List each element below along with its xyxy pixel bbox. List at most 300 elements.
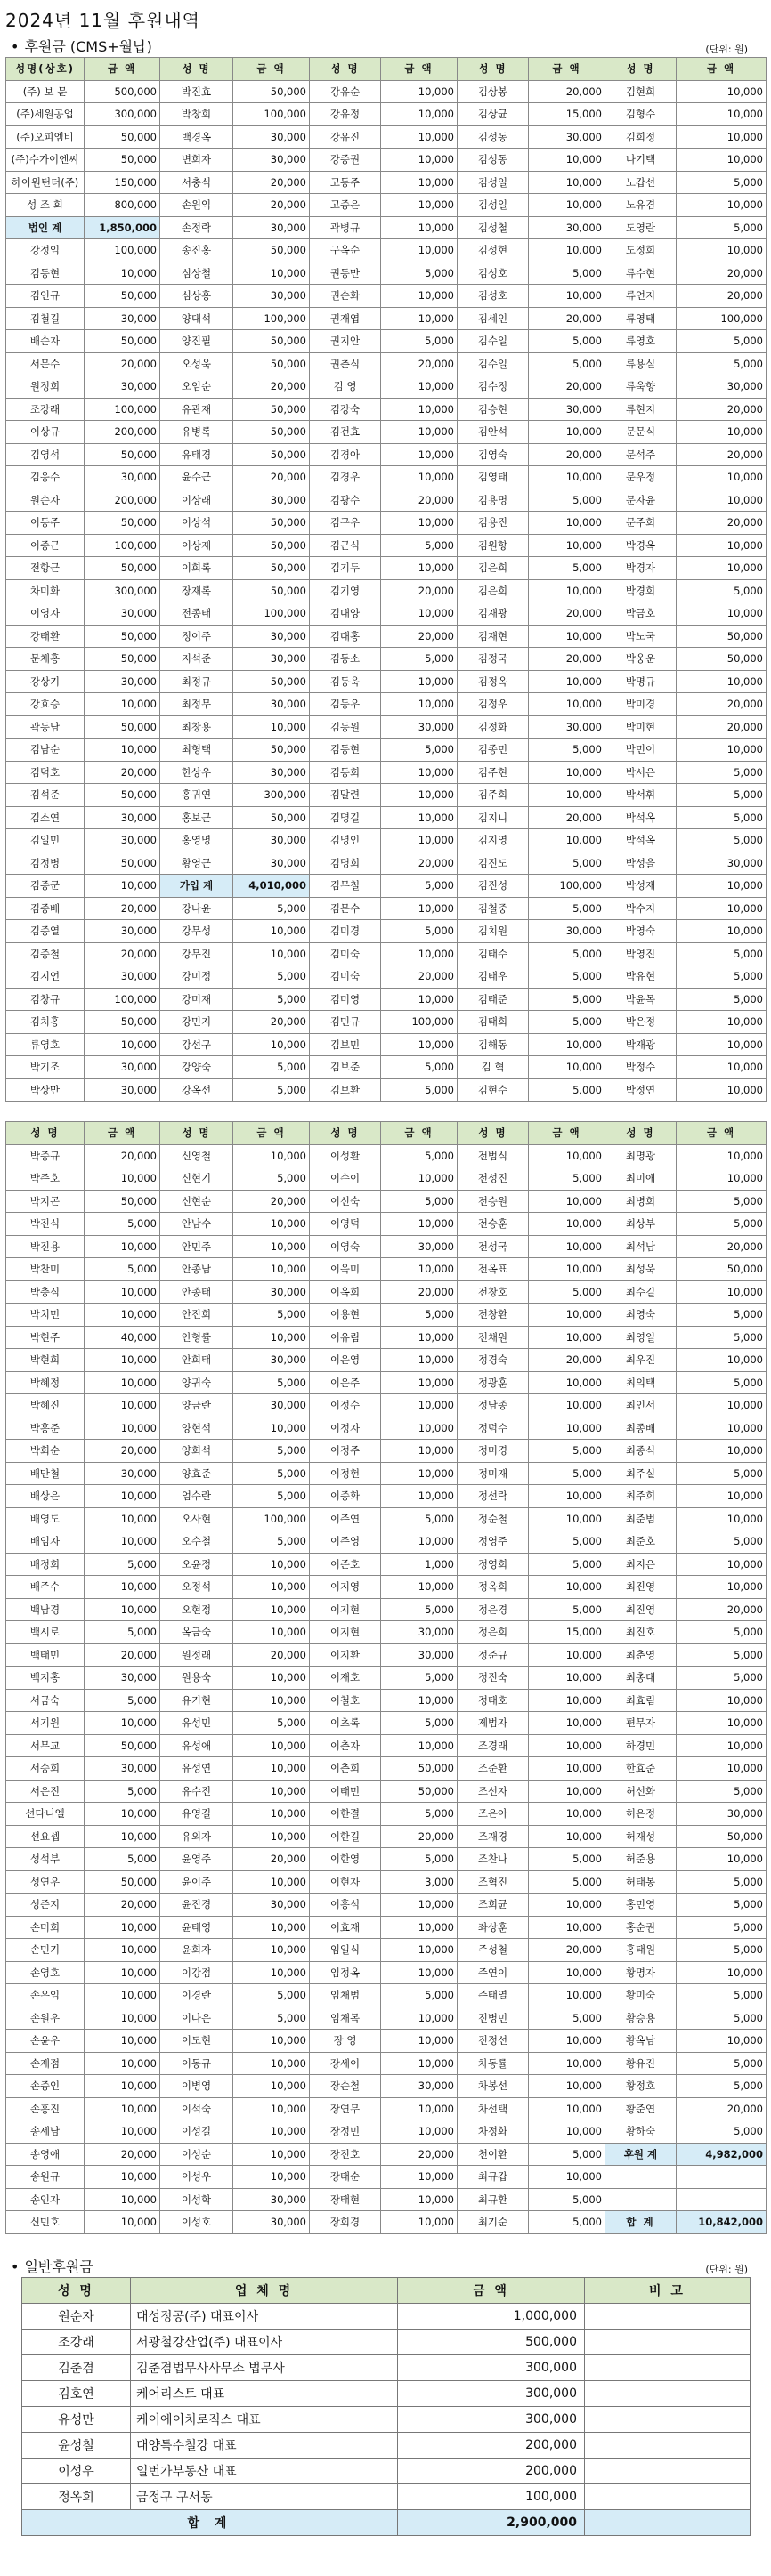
donation-amount: 10,000: [381, 942, 458, 965]
donor-name: 김승현: [458, 398, 529, 421]
donor-name: 김정화: [458, 715, 529, 739]
donor-name: 김상봉: [458, 80, 529, 103]
donation-amount: 10,000: [529, 1190, 605, 1213]
donor-name: 김보민: [310, 1033, 381, 1056]
donor-name: 황미숙: [605, 1984, 677, 2007]
donor-name: 이정현: [310, 1462, 381, 1485]
donor-name: 박석옥: [605, 829, 677, 852]
donation-amount: 30,000: [85, 602, 160, 626]
donor-name: 신민호: [6, 2211, 85, 2234]
donation-amount: 20,000: [677, 2097, 767, 2120]
table-row: [6, 1507, 767, 1530]
donation-amount: 5,000: [529, 897, 605, 920]
donation-amount: 5,000: [233, 1530, 310, 1554]
donor-name: 서충식: [160, 171, 233, 194]
donation-amount: 10,000: [677, 602, 767, 626]
company-name: 대성정공(주) 대표이사: [131, 2303, 398, 2329]
donor-name: 오현정: [160, 1598, 233, 1621]
donation-amount: 10,000: [381, 171, 458, 194]
donation-amount: 20,000: [233, 1848, 310, 1871]
donation-amount: 10,000: [677, 1689, 767, 1712]
table-row: [6, 2052, 767, 2075]
table-row: [22, 2458, 751, 2483]
donation-amount: 20,000: [381, 1825, 458, 1848]
donation-amount: 10,000: [381, 375, 458, 399]
donor-name: 이성학: [160, 2188, 233, 2211]
donor-name: 김성호: [458, 262, 529, 285]
donor-name: 이은영: [310, 1349, 381, 1372]
donation-amount: 5,000: [677, 965, 767, 989]
donation-amount: 30,000: [381, 1235, 458, 1258]
donor-name: 박희순: [6, 1440, 85, 1463]
table-row: [6, 307, 767, 330]
donor-name: 김재광: [458, 602, 529, 626]
donor-name: 강정익: [6, 239, 85, 262]
column-header: 금 액: [233, 58, 310, 81]
donor-name: 류수현: [605, 262, 677, 285]
donation-amount: 50,000: [85, 330, 160, 353]
subtotal-value: 4,010,000: [233, 875, 310, 898]
donation-amount: 10,000: [233, 262, 310, 285]
donation-amount: 10,000: [381, 1961, 458, 1984]
donation-amount: 30,000: [85, 466, 160, 489]
donation-amount: 200,000: [398, 2432, 585, 2458]
donation-amount: 10,000: [85, 2030, 160, 2053]
donor-name: 전종태: [160, 602, 233, 626]
table-row: [6, 875, 767, 898]
donation-amount: 100,000: [233, 1507, 310, 1530]
note: [585, 2354, 751, 2380]
donation-amount: 40,000: [85, 1326, 160, 1349]
donation-amount: 10,000: [233, 1621, 310, 1644]
donation-amount: 10,000: [233, 1939, 310, 1962]
donor-name: 이동규: [160, 2052, 233, 2075]
donor-name: 김창규: [6, 988, 85, 1011]
donor-name: 조강래: [22, 2329, 131, 2354]
donor-name: 이유림: [310, 1326, 381, 1349]
table-row: [22, 2483, 751, 2509]
donation-amount: 10,000: [381, 693, 458, 716]
donation-amount: 10,000: [85, 1349, 160, 1372]
donation-amount: 30,000: [381, 2075, 458, 2098]
donation-amount: 5,000: [677, 1530, 767, 1554]
donor-name: 김영숙: [458, 443, 529, 466]
donor-name: 진병민: [458, 2007, 529, 2030]
donor-name: 고동주: [310, 171, 381, 194]
donor-name: 김무철: [310, 875, 381, 898]
donation-amount: 5,000: [677, 2120, 767, 2144]
donor-name: 강상기: [6, 670, 85, 693]
donor-name: 주연이: [458, 1961, 529, 1984]
donor-name: 김종군: [6, 875, 85, 898]
donor-name: 강종권: [310, 149, 381, 172]
donation-amount: 30,000: [677, 1803, 767, 1826]
donation-amount: 15,000: [529, 103, 605, 126]
donor-name: 이성우: [22, 2458, 131, 2483]
donation-amount: 20,000: [85, 1440, 160, 1463]
donation-amount: 200,000: [398, 2458, 585, 2483]
donation-amount: 20,000: [233, 375, 310, 399]
grand-total-label: 합 계: [605, 2211, 677, 2234]
donation-amount: 10,000: [677, 1507, 767, 1530]
donor-name: 최규갑: [458, 2166, 529, 2189]
donation-amount: 5,000: [381, 262, 458, 285]
donation-amount: 10,000: [381, 2188, 458, 2211]
table-row: [22, 2354, 751, 2380]
donation-amount: 50,000: [233, 330, 310, 353]
company-name: 대양특수철강 대표: [131, 2432, 398, 2458]
donation-amount: 30,000: [233, 2188, 310, 2211]
donor-name: 최수길: [605, 1280, 677, 1304]
donation-amount: 300,000: [398, 2380, 585, 2406]
column-header: 성명(상호): [6, 58, 85, 81]
donor-name: 김지니: [458, 806, 529, 829]
donor-name: 김미영: [310, 988, 381, 1011]
donor-name: 이지환: [310, 1643, 381, 1667]
donor-name: 강유진: [310, 125, 381, 149]
donation-amount: 300,000: [398, 2354, 585, 2380]
donor-name: 김호연: [22, 2380, 131, 2406]
donation-amount: 10,000: [85, 693, 160, 716]
donor-name: 유성연: [160, 1757, 233, 1781]
table-row: [22, 2303, 751, 2329]
donor-name: 김동원: [310, 715, 381, 739]
donor-name: 최주실: [605, 1462, 677, 1485]
donor-name: 최지은: [605, 1553, 677, 1576]
donation-amount: 5,000: [85, 1848, 160, 1871]
donation-amount: 30,000: [233, 852, 310, 875]
donation-amount: 5,000: [381, 1078, 458, 1102]
table-header-row: [22, 2277, 751, 2303]
column-header: 성 명: [458, 58, 529, 81]
donor-name: 한효준: [605, 1757, 677, 1781]
donation-amount: 50,000: [233, 239, 310, 262]
donor-name: 주성철: [458, 1939, 529, 1962]
donation-amount: 10,000: [85, 739, 160, 762]
donation-amount: 10,000: [85, 1235, 160, 1258]
donor-name: 김은희: [458, 579, 529, 602]
donation-amount: 50,000: [677, 1825, 767, 1848]
donation-amount: 100,000: [85, 398, 160, 421]
donation-amount: 5,000: [677, 1984, 767, 2007]
donation-amount: 50,000: [233, 443, 310, 466]
donor-name: 박서은: [605, 761, 677, 784]
donor-name: 김동현: [310, 739, 381, 762]
donor-name: 김동욱: [310, 670, 381, 693]
donation-amount: 50,000: [233, 534, 310, 557]
donation-amount: 5,000: [381, 1803, 458, 1826]
donation-amount: 10,000: [529, 579, 605, 602]
column-header: 금 액: [85, 1122, 160, 1145]
donation-amount: 50,000: [85, 149, 160, 172]
donation-amount: 50,000: [85, 648, 160, 671]
donor-name: 이한결: [310, 1803, 381, 1826]
note: [585, 2329, 751, 2354]
general-donation-table: [21, 2277, 751, 2536]
donation-amount: 5,000: [677, 829, 767, 852]
donation-amount: 50,000: [85, 852, 160, 875]
donation-amount: 10,000: [381, 2052, 458, 2075]
donor-name: 이옥희: [310, 1280, 381, 1304]
donor-name: 이다은: [160, 2007, 233, 2030]
donation-amount: 10,000: [529, 1803, 605, 1826]
donor-name: 이성길: [160, 2120, 233, 2144]
donor-name: 황준연: [605, 2097, 677, 2120]
column-header: 성 명: [160, 58, 233, 81]
donor-name: 최형택: [160, 739, 233, 762]
donation-amount: 5,000: [233, 1440, 310, 1463]
donor-name: 김동현: [6, 262, 85, 285]
donation-amount: 10,000: [381, 194, 458, 217]
donor-name: 이신숙: [310, 1190, 381, 1213]
donor-name: 정옥희: [22, 2483, 131, 2509]
donation-amount: 10,000: [677, 489, 767, 512]
donor-name: 조혁진: [458, 1870, 529, 1894]
donation-amount: 5,000: [233, 1056, 310, 1079]
donation-amount: 150,000: [85, 171, 160, 194]
donation-amount: 50,000: [233, 421, 310, 444]
donation-amount: 20,000: [677, 715, 767, 739]
column-header: 성 명: [22, 2277, 131, 2303]
donor-name: 김태수: [458, 942, 529, 965]
donation-amount: 100,000: [529, 875, 605, 898]
donation-amount: 30,000: [233, 761, 310, 784]
column-header: 성 명: [458, 1122, 529, 1145]
donation-amount: 10,000: [381, 1394, 458, 1417]
donation-amount: 10,000: [529, 1734, 605, 1757]
donor-name: 박지곤: [6, 1190, 85, 1213]
donation-amount: 10,000: [85, 2075, 160, 2098]
donor-name: 유관재: [160, 398, 233, 421]
donor-name: 김말련: [310, 784, 381, 807]
donor-name: 양현석: [160, 1417, 233, 1440]
donor-name: 윤진경: [160, 1894, 233, 1917]
donation-amount: 20,000: [381, 852, 458, 875]
donation-amount: 10,000: [381, 670, 458, 693]
donation-amount: 50,000: [233, 557, 310, 580]
donor-name: 최진영: [605, 1576, 677, 1599]
donor-name: 정선락: [458, 1485, 529, 1508]
donor-name: 양대석: [160, 307, 233, 330]
donor-name: 김상균: [458, 103, 529, 126]
donor-name: 박찬미: [6, 1258, 85, 1281]
donor-name: 손우익: [6, 1984, 85, 2007]
donation-amount: 5,000: [677, 1621, 767, 1644]
donation-amount: 30,000: [85, 829, 160, 852]
donor-name: 최영숙: [605, 1304, 677, 1327]
donation-amount: 50,000: [677, 1258, 767, 1281]
donation-amount: 10,000: [381, 2166, 458, 2189]
donor-name: 오정석: [160, 1576, 233, 1599]
donor-name: 김은희: [458, 557, 529, 580]
donation-amount: 50,000: [677, 648, 767, 671]
donor-name: 전성국: [458, 1235, 529, 1258]
note: [585, 2380, 751, 2406]
donation-amount: 50,000: [381, 1780, 458, 1803]
donation-amount: 5,000: [529, 1167, 605, 1191]
donation-amount: 10,000: [677, 1078, 767, 1102]
company-name: 서광철강산업(주) 대표이사: [131, 2329, 398, 2354]
donation-amount: 10,000: [233, 942, 310, 965]
donation-amount: 50,000: [85, 625, 160, 648]
table-row: [6, 2030, 767, 2053]
donor-name: 홍순권: [605, 1916, 677, 1939]
bullet-icon: •: [11, 2257, 20, 2275]
donation-amount: 50,000: [85, 784, 160, 807]
donation-amount: 5,000: [677, 171, 767, 194]
donation-amount: 10,000: [233, 2030, 310, 2053]
donor-name: 장진호: [310, 2143, 381, 2166]
donor-name: 조은아: [458, 1803, 529, 1826]
donor-name: 양금란: [160, 1394, 233, 1417]
table-row: [6, 375, 767, 399]
donor-name: 김민규: [310, 1011, 381, 1034]
donor-name: 김 혁: [458, 1056, 529, 1079]
donor-name: 김춘겸: [22, 2354, 131, 2380]
donation-amount: 5,000: [677, 2052, 767, 2075]
donation-amount: 800,000: [85, 194, 160, 217]
donor-name: 김성일: [458, 171, 529, 194]
donor-name: 양귀숙: [160, 1371, 233, 1394]
donation-amount: 10,000: [677, 1757, 767, 1781]
donation-amount: 10,000: [529, 1916, 605, 1939]
donor-name: 문문식: [605, 421, 677, 444]
donation-amount: 10,000: [677, 103, 767, 126]
table-row: [6, 1280, 767, 1304]
donation-amount: 5,000: [381, 330, 458, 353]
donation-amount: 10,000: [677, 421, 767, 444]
donation-amount: 5,000: [529, 1870, 605, 1894]
donor-name: 류현지: [605, 398, 677, 421]
table-header-row: [6, 58, 767, 81]
donation-amount: 10,000: [529, 1712, 605, 1735]
general-unit-label: (단위: 원): [705, 2263, 748, 2275]
donation-amount: 200,000: [85, 489, 160, 512]
table-row: [6, 216, 767, 239]
donor-name: 도영란: [605, 216, 677, 239]
donation-amount: 10,000: [529, 670, 605, 693]
donor-name: 이초록: [310, 1712, 381, 1735]
donation-amount: 30,000: [233, 1280, 310, 1304]
donor-name: 황명자: [605, 1961, 677, 1984]
donation-amount: 5,000: [233, 1984, 310, 2007]
donation-amount: 5,000: [677, 2075, 767, 2098]
donor-name: 권재엽: [310, 307, 381, 330]
donor-name: 신영철: [160, 1144, 233, 1167]
donation-amount: 5,000: [529, 2007, 605, 2030]
donor-name: 선요셉: [6, 1825, 85, 1848]
donation-amount: 20,000: [233, 1011, 310, 1034]
donation-amount: 20,000: [677, 262, 767, 285]
table-row: [6, 2075, 767, 2098]
donor-name: 조희균: [458, 1894, 529, 1917]
donation-amount: 10,000: [529, 1258, 605, 1281]
donation-amount: 5,000: [677, 1304, 767, 1327]
donor-name: 이성호: [160, 2211, 233, 2234]
donor-name: 박종규: [6, 1144, 85, 1167]
donation-amount: 30,000: [381, 1621, 458, 1644]
donation-amount: 10,000: [233, 1916, 310, 1939]
donation-amount: 5,000: [529, 1011, 605, 1034]
donation-amount: 20,000: [529, 1349, 605, 1372]
donor-name: 박진식: [6, 1213, 85, 1236]
donation-amount: 30,000: [233, 125, 310, 149]
donation-amount: 5,000: [677, 761, 767, 784]
donation-amount: 1,000,000: [398, 2303, 585, 2329]
donation-amount: 10,000: [677, 1394, 767, 1417]
donor-name: 안민주: [160, 1235, 233, 1258]
donation-amount: 5,000: [85, 1258, 160, 1281]
table-row: [6, 1621, 767, 1644]
donation-amount: 30,000: [85, 1757, 160, 1781]
donation-amount: 20,000: [677, 398, 767, 421]
donation-amount: 5,000: [677, 942, 767, 965]
donation-amount: 10,000: [529, 1689, 605, 1712]
donor-name: 이성우: [160, 2166, 233, 2189]
donation-amount: 10,000: [233, 1689, 310, 1712]
donor-name: 이정주: [310, 1440, 381, 1463]
donor-name: 황승용: [605, 2007, 677, 2030]
donor-name: 홍귀연: [160, 784, 233, 807]
donation-amount: 30,000: [233, 1394, 310, 1417]
donor-name: 이주연: [310, 1507, 381, 1530]
donor-name: 김성호: [458, 285, 529, 308]
donor-name: 김재현: [458, 625, 529, 648]
donor-name: 한상우: [160, 761, 233, 784]
table-row: [6, 897, 767, 920]
donation-amount: 10,000: [381, 761, 458, 784]
donor-name: 안형률: [160, 1326, 233, 1349]
donor-name: 윤성철: [22, 2432, 131, 2458]
column-header: 금 액: [677, 58, 767, 81]
donor-name: 강미재: [160, 988, 233, 1011]
donation-amount: 5,000: [381, 1144, 458, 1167]
donor-name: 정태호: [458, 1689, 529, 1712]
donor-name: 강나윤: [160, 897, 233, 920]
donor-name: 정순철: [458, 1507, 529, 1530]
table-row: [6, 1734, 767, 1757]
table-row: [6, 1056, 767, 1079]
donor-name: 김문수: [310, 897, 381, 920]
donation-amount: 20,000: [233, 1643, 310, 1667]
donation-amount: 10,000: [381, 1371, 458, 1394]
table-row: [6, 489, 767, 512]
donor-name: 박정수: [605, 1056, 677, 1079]
donor-name: 양진필: [160, 330, 233, 353]
donor-name: 박혜진: [6, 1394, 85, 1417]
table-row: [6, 1553, 767, 1576]
donor-name: [605, 2166, 677, 2189]
donation-amount: 5,000: [529, 965, 605, 989]
donation-amount: 5,000: [529, 352, 605, 375]
donation-amount: 30,000: [85, 375, 160, 399]
donation-amount: 10,000: [381, 125, 458, 149]
donor-name: 박윤목: [605, 988, 677, 1011]
donor-name: 박경옥: [605, 534, 677, 557]
table-row: [6, 1803, 767, 1826]
donor-name: 손윤우: [6, 2030, 85, 2053]
donor-name: 김치홍: [6, 1011, 85, 1034]
donation-amount: 10,000: [529, 194, 605, 217]
donor-name: 오수철: [160, 1530, 233, 1554]
table-row: [6, 1326, 767, 1349]
donation-amount: 10,000: [85, 1576, 160, 1599]
donor-name: 김용명: [458, 489, 529, 512]
donor-name: 안종남: [160, 1258, 233, 1281]
donor-name: 최진영: [605, 1598, 677, 1621]
donor-name: 김광수: [310, 489, 381, 512]
donor-name: 김기두: [310, 557, 381, 580]
